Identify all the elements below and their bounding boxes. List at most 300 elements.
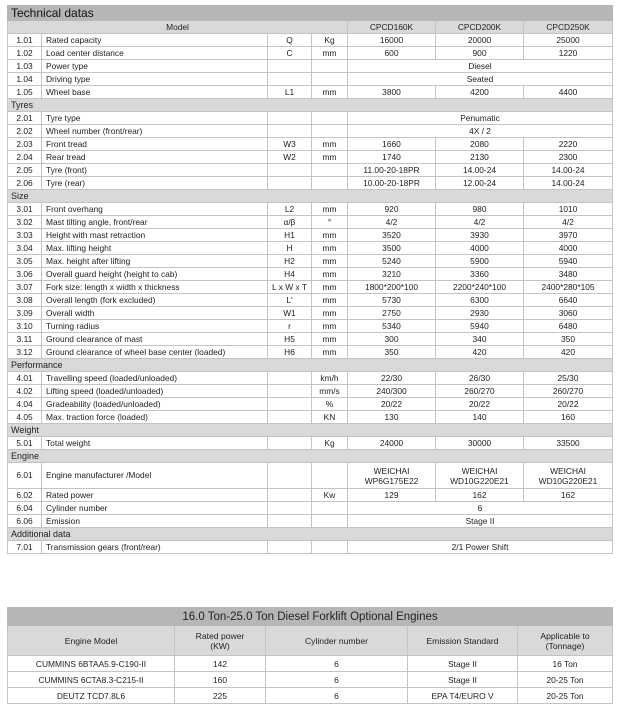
- value-all-models: 4X / 2: [348, 125, 613, 138]
- model-value: 2130: [436, 151, 524, 164]
- model-value: 140: [436, 411, 524, 424]
- table-row: [8, 229, 613, 242]
- item-number: 4.01: [8, 372, 42, 385]
- symbol: [268, 177, 312, 190]
- unit: mm: [312, 138, 348, 151]
- value-all-models: Stage II: [348, 515, 613, 528]
- item-name: Overall length (fork excluded): [42, 294, 268, 307]
- model-value: 5940: [436, 320, 524, 333]
- model-value: 20/22: [436, 398, 524, 411]
- section-header-row: [8, 99, 613, 112]
- symbol: H5: [268, 333, 312, 346]
- unit: mm: [312, 47, 348, 60]
- model-value: 5940: [524, 255, 613, 268]
- item-number: 1.01: [8, 34, 42, 47]
- model-value: 900: [436, 47, 524, 60]
- model-value: 6300: [436, 294, 524, 307]
- table-row: [8, 112, 613, 125]
- model-value: 24000: [348, 437, 436, 450]
- item-number: 2.01: [8, 112, 42, 125]
- unit: mm: [312, 346, 348, 359]
- model-value: 25000: [524, 34, 613, 47]
- model-value: 1740: [348, 151, 436, 164]
- symbol: [268, 411, 312, 424]
- section-title: Additional data: [8, 528, 613, 541]
- emission-standard: Stage II: [408, 672, 518, 688]
- unit: mm: [312, 255, 348, 268]
- unit: [312, 177, 348, 190]
- item-name: Engine manufacturer /Model: [42, 463, 268, 489]
- rated-power-header-line1: Rated power: [195, 630, 245, 641]
- item-name: Turning radius: [42, 320, 268, 333]
- item-name: Travelling speed (loaded/unloaded): [42, 372, 268, 385]
- unit: mm: [312, 86, 348, 99]
- engine-model: DEUTZ TCD7.8L6: [8, 688, 175, 704]
- table-row: [8, 672, 613, 688]
- item-number: 3.01: [8, 203, 42, 216]
- cylinder-number: 6: [266, 672, 408, 688]
- unit: [312, 515, 348, 528]
- model-name: CPCD160K: [348, 21, 436, 34]
- table-row: [8, 151, 613, 164]
- section-title: Size: [8, 190, 613, 203]
- table-row: [8, 255, 613, 268]
- unit: [312, 502, 348, 515]
- symbol: [268, 112, 312, 125]
- table-row: [8, 73, 613, 86]
- model-value: 2930: [436, 307, 524, 320]
- symbol: [268, 125, 312, 138]
- model-value: 260/270: [524, 385, 613, 398]
- section-title: Engine: [8, 450, 613, 463]
- table-row: [8, 177, 613, 190]
- item-number: 3.12: [8, 346, 42, 359]
- engine-model-code: WD10G220E21: [538, 475, 598, 486]
- model-value: 1660: [348, 138, 436, 151]
- unit: mm: [312, 268, 348, 281]
- engine-manufacturer: WEICHAI: [550, 465, 586, 476]
- model-value: 920: [348, 203, 436, 216]
- model-value: 2750: [348, 307, 436, 320]
- title-row: [8, 6, 613, 21]
- item-name: Power type: [42, 60, 268, 73]
- item-number: 3.06: [8, 268, 42, 281]
- item-number: 1.02: [8, 47, 42, 60]
- symbol: [268, 541, 312, 554]
- model-header-row: [8, 21, 613, 34]
- table-title: Technical datas: [8, 6, 613, 21]
- rated-power: 142: [175, 656, 266, 672]
- model-value: [436, 463, 524, 489]
- symbol: H6: [268, 346, 312, 359]
- table-row: [8, 489, 613, 502]
- model-name: CPCD200K: [436, 21, 524, 34]
- model-value: 14.00-24: [524, 177, 613, 190]
- item-number: 3.10: [8, 320, 42, 333]
- applicable-header: [518, 626, 613, 656]
- table-row: [8, 203, 613, 216]
- engine-model: CUMMINS 6CTA8.3-C215-II: [8, 672, 175, 688]
- model-value: 162: [436, 489, 524, 502]
- model-value: 20000: [436, 34, 524, 47]
- symbol: [268, 164, 312, 177]
- model-value: 4000: [524, 242, 613, 255]
- model-value: 6480: [524, 320, 613, 333]
- section-header-row: [8, 450, 613, 463]
- applicable-header-line2: (Tonnage): [545, 640, 585, 651]
- item-number: 4.05: [8, 411, 42, 424]
- section-title: Weight: [8, 424, 613, 437]
- model-value: 20/22: [524, 398, 613, 411]
- item-number: 3.03: [8, 229, 42, 242]
- item-number: 3.05: [8, 255, 42, 268]
- model-value: 4400: [524, 86, 613, 99]
- model-name: CPCD250K: [524, 21, 613, 34]
- emission-standard: Stage II: [408, 656, 518, 672]
- symbol: [268, 502, 312, 515]
- item-name: Overall width: [42, 307, 268, 320]
- symbol: W1: [268, 307, 312, 320]
- unit: Kg: [312, 34, 348, 47]
- item-name: Emission: [42, 515, 268, 528]
- item-name: Tyre (front): [42, 164, 268, 177]
- unit: mm: [312, 203, 348, 216]
- optional-engines-table: [7, 607, 613, 704]
- model-value: 4/2: [524, 216, 613, 229]
- item-number: 3.04: [8, 242, 42, 255]
- model-value: 3360: [436, 268, 524, 281]
- symbol: [268, 463, 312, 489]
- engine-manufacturer: WEICHAI: [461, 465, 498, 476]
- item-number: 6.06: [8, 515, 42, 528]
- model-value: 11.00-20-18PR: [348, 164, 436, 177]
- symbol: Q: [268, 34, 312, 47]
- item-name: Overall guard height (height to cab): [42, 268, 268, 281]
- model-value: 2080: [436, 138, 524, 151]
- item-number: 6.02: [8, 489, 42, 502]
- rated-power-header: [175, 626, 266, 656]
- model-value: 25/30: [524, 372, 613, 385]
- model-value: 3060: [524, 307, 613, 320]
- model-value: 3210: [348, 268, 436, 281]
- engine-model-code: WD10G220E21: [450, 475, 509, 486]
- section-header-row: [8, 190, 613, 203]
- model-value: 12.00-24: [436, 177, 524, 190]
- item-name: Tyre type: [42, 112, 268, 125]
- unit: mm/s: [312, 385, 348, 398]
- model-value: 3970: [524, 229, 613, 242]
- table-row: [8, 515, 613, 528]
- model-value: 340: [436, 333, 524, 346]
- model-value: 260/270: [436, 385, 524, 398]
- symbol: H4: [268, 268, 312, 281]
- model-value: 980: [436, 203, 524, 216]
- section-title: Tyres: [8, 99, 613, 112]
- symbol: [268, 385, 312, 398]
- symbol: [268, 515, 312, 528]
- symbol: L x W x T: [268, 281, 312, 294]
- technical-data-table: [7, 5, 613, 554]
- item-number: 7.01: [8, 541, 42, 554]
- item-number: 1.05: [8, 86, 42, 99]
- table-row: [8, 242, 613, 255]
- unit: KN: [312, 411, 348, 424]
- applicable-tonnage: 16 Ton: [518, 656, 613, 672]
- symbol: L': [268, 294, 312, 307]
- item-name: Ground clearance of mast: [42, 333, 268, 346]
- model-value: 26/30: [436, 372, 524, 385]
- engine-model-header: Engine Model: [8, 626, 175, 656]
- model-value: 240/300: [348, 385, 436, 398]
- table-row: [8, 385, 613, 398]
- item-number: 3.09: [8, 307, 42, 320]
- model-value: 30000: [436, 437, 524, 450]
- model-value: 4/2: [436, 216, 524, 229]
- item-number: 1.04: [8, 73, 42, 86]
- model-value: 3800: [348, 86, 436, 99]
- item-number: 6.04: [8, 502, 42, 515]
- item-name: Lifting speed (loaded/unloaded): [42, 385, 268, 398]
- item-name: Wheel base: [42, 86, 268, 99]
- section-header-row: [8, 528, 613, 541]
- optional-title-row: [8, 608, 613, 626]
- model-value: 2400*280*105: [524, 281, 613, 294]
- engine-manufacturer: WEICHAI: [373, 465, 410, 476]
- section-title: Performance: [8, 359, 613, 372]
- item-number: 3.11: [8, 333, 42, 346]
- model-value: 350: [524, 333, 613, 346]
- applicable-tonnage: 20-25 Ton: [518, 688, 613, 704]
- unit: [312, 73, 348, 86]
- item-name: Wheel number (front/rear): [42, 125, 268, 138]
- model-value: 2200*240*100: [436, 281, 524, 294]
- item-number: 4.04: [8, 398, 42, 411]
- symbol: [268, 437, 312, 450]
- model-value: 14.00-24: [524, 164, 613, 177]
- item-name: Max. lifting height: [42, 242, 268, 255]
- item-name: Load center distance: [42, 47, 268, 60]
- table-row: [8, 281, 613, 294]
- table-row: [8, 320, 613, 333]
- symbol: r: [268, 320, 312, 333]
- item-number: 2.02: [8, 125, 42, 138]
- engine-model-code: WP6G175E22: [364, 475, 419, 486]
- table-row: [8, 268, 613, 281]
- symbol: α/β: [268, 216, 312, 229]
- rated-power: 160: [175, 672, 266, 688]
- table-row: [8, 125, 613, 138]
- value-all-models: 6: [348, 502, 613, 515]
- item-name: Rated capacity: [42, 34, 268, 47]
- emission-standard: EPA T4/EURO V: [408, 688, 518, 704]
- item-name: Max. traction force (loaded): [42, 411, 268, 424]
- value-all-models: Penumatic: [348, 112, 613, 125]
- model-value: 6640: [524, 294, 613, 307]
- item-name: Mast tilting angle, front/rear: [42, 216, 268, 229]
- item-name: Rated power: [42, 489, 268, 502]
- emission-standard-header: Emission Standard: [408, 626, 518, 656]
- section-header-row: [8, 424, 613, 437]
- rated-power-header-line2: (KW): [210, 640, 230, 651]
- table-row: [8, 34, 613, 47]
- model-value: [524, 463, 613, 489]
- rated-power: 225: [175, 688, 266, 704]
- model-value: 1220: [524, 47, 613, 60]
- item-name: Rear tread: [42, 151, 268, 164]
- symbol: [268, 489, 312, 502]
- model-value: 130: [348, 411, 436, 424]
- model-value: 4000: [436, 242, 524, 255]
- item-name: Gradeability (loaded/unloaded): [42, 398, 268, 411]
- item-number: 2.03: [8, 138, 42, 151]
- model-value: 16000: [348, 34, 436, 47]
- table-row: [8, 688, 613, 704]
- model-value: 162: [524, 489, 613, 502]
- value-all-models: Seated: [348, 73, 613, 86]
- table-row: [8, 502, 613, 515]
- optional-header-row: [8, 626, 613, 656]
- model-value: 5240: [348, 255, 436, 268]
- table-row: [8, 656, 613, 672]
- cylinder-number-header: Cylinder number: [266, 626, 408, 656]
- item-name: Height with mast retraction: [42, 229, 268, 242]
- unit: mm: [312, 242, 348, 255]
- model-value: 129: [348, 489, 436, 502]
- unit: mm: [312, 294, 348, 307]
- value-all-models: Diesel: [348, 60, 613, 73]
- model-value: 3480: [524, 268, 613, 281]
- unit: Kg: [312, 437, 348, 450]
- model-value: 33500: [524, 437, 613, 450]
- item-name: Transmission gears (front/rear): [42, 541, 268, 554]
- unit: [312, 125, 348, 138]
- item-number: 6.01: [8, 463, 42, 489]
- item-name: Front overhang: [42, 203, 268, 216]
- item-number: 4.02: [8, 385, 42, 398]
- table-row: [8, 411, 613, 424]
- unit: mm: [312, 281, 348, 294]
- unit: [312, 60, 348, 73]
- item-number: 5.01: [8, 437, 42, 450]
- model-value: 350: [348, 346, 436, 359]
- symbol: L1: [268, 86, 312, 99]
- item-number: 3.07: [8, 281, 42, 294]
- symbol: C: [268, 47, 312, 60]
- model-value: 420: [436, 346, 524, 359]
- table-row: [8, 398, 613, 411]
- table-row: [8, 333, 613, 346]
- item-name: Fork size: length x width x thickness: [42, 281, 268, 294]
- symbol: W2: [268, 151, 312, 164]
- item-name: Ground clearance of wheel base center (loaded): [42, 346, 268, 359]
- item-number: 3.08: [8, 294, 42, 307]
- section-header-row: [8, 359, 613, 372]
- model-value: 10.00-20-18PR: [348, 177, 436, 190]
- applicable-header-line1: Applicable to: [540, 630, 590, 641]
- table-row: [8, 372, 613, 385]
- symbol: L2: [268, 203, 312, 216]
- model-value: 22/30: [348, 372, 436, 385]
- item-name: Driving type: [42, 73, 268, 86]
- unit: [312, 463, 348, 489]
- item-name: Max. height after lifting: [42, 255, 268, 268]
- symbol: W3: [268, 138, 312, 151]
- cylinder-number: 6: [266, 656, 408, 672]
- unit: mm: [312, 151, 348, 164]
- table-row: [8, 463, 613, 489]
- symbol: H1: [268, 229, 312, 242]
- table-row: [8, 86, 613, 99]
- model-value: 300: [348, 333, 436, 346]
- unit: [312, 541, 348, 554]
- item-name: Total weight: [42, 437, 268, 450]
- model-value: 1800*200*100: [348, 281, 436, 294]
- table-row: [8, 138, 613, 151]
- model-value: 420: [524, 346, 613, 359]
- symbol: [268, 398, 312, 411]
- table-row: [8, 307, 613, 320]
- item-name: Cylinder number: [42, 502, 268, 515]
- model-value: 5730: [348, 294, 436, 307]
- symbol: [268, 372, 312, 385]
- model-value: 5900: [436, 255, 524, 268]
- item-number: 1.03: [8, 60, 42, 73]
- item-number: 2.05: [8, 164, 42, 177]
- model-value: 3520: [348, 229, 436, 242]
- table-row: [8, 294, 613, 307]
- unit: mm: [312, 320, 348, 333]
- model-value: 3930: [436, 229, 524, 242]
- model-value: 3500: [348, 242, 436, 255]
- symbol: H2: [268, 255, 312, 268]
- model-value: 5340: [348, 320, 436, 333]
- engine-model: CUMMINS 6BTAA5.9-C190-II: [8, 656, 175, 672]
- unit: °: [312, 216, 348, 229]
- symbol: [268, 60, 312, 73]
- item-name: Front tread: [42, 138, 268, 151]
- applicable-tonnage: 20-25 Ton: [518, 672, 613, 688]
- model-value: [348, 463, 436, 489]
- unit: mm: [312, 229, 348, 242]
- item-number: 3.02: [8, 216, 42, 229]
- unit: mm: [312, 333, 348, 346]
- optional-title: 16.0 Ton-25.0 Ton Diesel Forklift Optional Engines: [8, 608, 613, 626]
- symbol: [268, 73, 312, 86]
- table-row: [8, 216, 613, 229]
- table-row: [8, 541, 613, 554]
- model-label: Model: [8, 21, 348, 34]
- model-value: 2220: [524, 138, 613, 151]
- item-name: Tyre (rear): [42, 177, 268, 190]
- model-value: 4/2: [348, 216, 436, 229]
- cylinder-number: 6: [266, 688, 408, 704]
- unit: Kw: [312, 489, 348, 502]
- item-number: 2.04: [8, 151, 42, 164]
- table-row: [8, 47, 613, 60]
- model-value: 160: [524, 411, 613, 424]
- table-row: [8, 437, 613, 450]
- unit: mm: [312, 307, 348, 320]
- value-all-models: 2/1 Power Shift: [348, 541, 613, 554]
- symbol: H: [268, 242, 312, 255]
- model-value: 2300: [524, 151, 613, 164]
- unit: km/h: [312, 372, 348, 385]
- model-value: 14.00-24: [436, 164, 524, 177]
- table-row: [8, 164, 613, 177]
- unit: %: [312, 398, 348, 411]
- item-number: 2.06: [8, 177, 42, 190]
- model-value: 4200: [436, 86, 524, 99]
